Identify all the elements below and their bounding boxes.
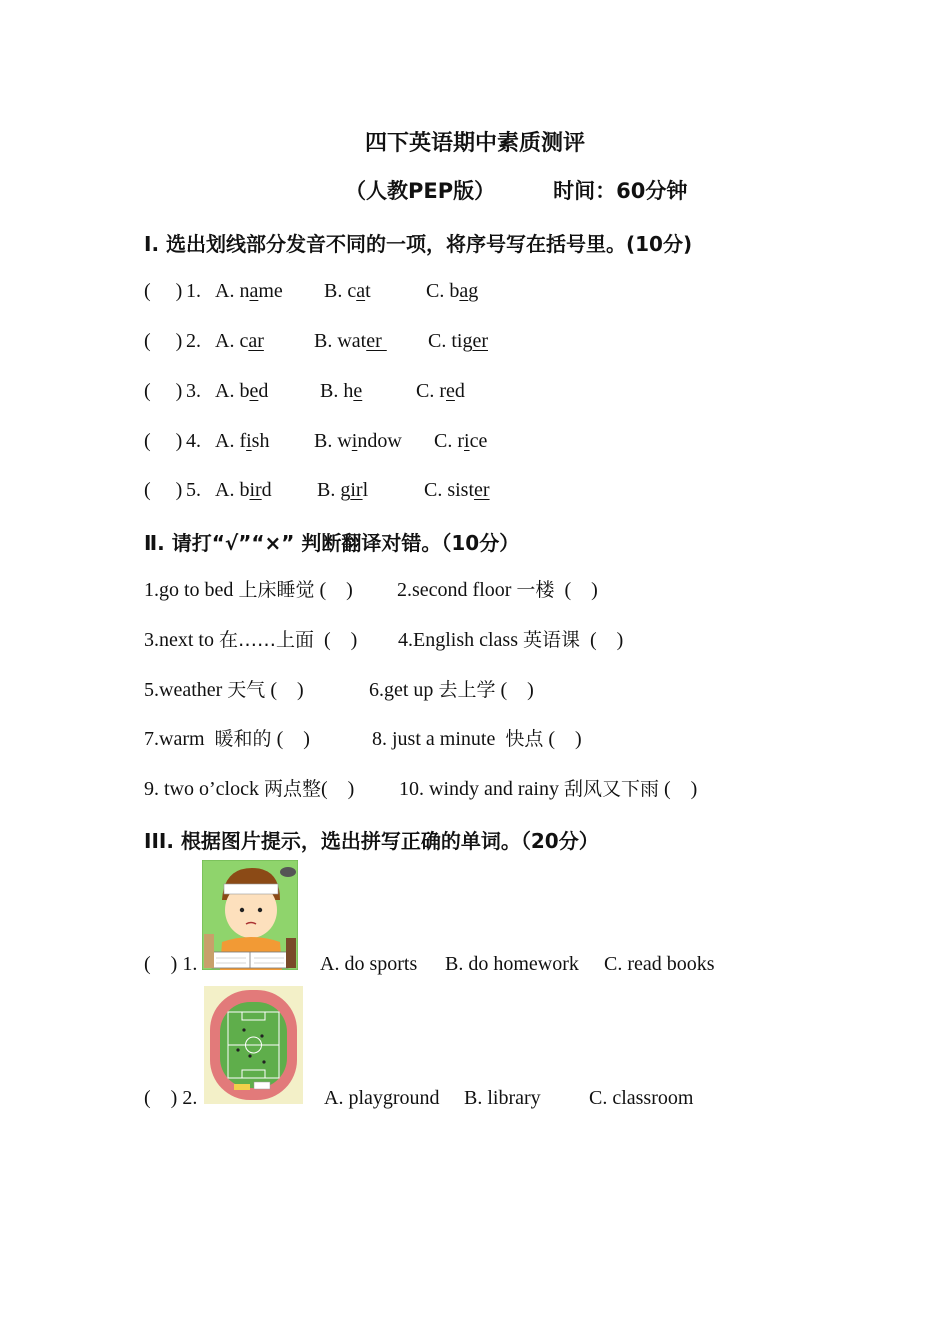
- option-text: A. b: [215, 479, 250, 501]
- english-phrase: 5.weather: [144, 679, 228, 701]
- answer-bracket: ( ): [314, 629, 358, 651]
- option-a: [215, 476, 272, 504]
- underlined-letters: e: [249, 380, 259, 402]
- playground-picture: [204, 986, 303, 1104]
- time-limit: 时间：60分钟: [553, 179, 688, 203]
- underlined-letters: e: [353, 380, 363, 402]
- english-phrase: 7.warm: [144, 728, 215, 750]
- underlined-letters: a: [459, 280, 469, 302]
- option-b: [317, 476, 368, 504]
- question-number: 1.: [186, 280, 201, 302]
- item-prefix: ( ) 2.: [144, 1087, 198, 1109]
- chinese-translation: 去上学: [438, 679, 496, 701]
- chinese-translation: 上床睡觉: [238, 579, 315, 601]
- english-phrase: 6.get up: [369, 679, 439, 701]
- option-c: [426, 277, 478, 305]
- exam-subtitle: [345, 175, 687, 205]
- option-b: [314, 427, 402, 455]
- underlined-letters: e: [446, 380, 455, 402]
- english-phrase: 10. windy and rainy: [399, 778, 564, 800]
- translation-item: [398, 626, 623, 654]
- underlined-letters: er: [474, 479, 490, 501]
- option-text: d: [261, 479, 272, 501]
- option-b: [314, 327, 387, 355]
- english-phrase: 2.second floor: [397, 579, 517, 601]
- translation-item: [144, 576, 353, 604]
- answer-bracket: ( ): [554, 579, 598, 601]
- underlined-letters: i: [464, 430, 470, 452]
- option-text: C. sist: [424, 479, 475, 501]
- section-3-item-2: [144, 1084, 694, 1112]
- section-1-heading: I. 选出划线部分发音不同的一项，将序号写在括号里。(10分): [144, 232, 693, 256]
- option-text: C. tig: [428, 330, 473, 352]
- chinese-translation: 在……上面: [219, 629, 315, 651]
- chinese-translation: 暖和的: [214, 728, 272, 750]
- chinese-translation: 两点整: [263, 778, 321, 800]
- option-text: d: [454, 380, 465, 402]
- answer-bracket: ( ): [659, 778, 698, 800]
- option-a: A. do sports: [320, 953, 418, 975]
- playground-illustration: [204, 986, 303, 1104]
- option-c: [428, 327, 488, 355]
- underlined-letters: ir: [249, 479, 262, 501]
- translation-item: [144, 775, 354, 803]
- option-text: C. r: [434, 430, 464, 452]
- answer-bracket: ( ): [580, 629, 624, 651]
- chinese-translation: 一楼: [516, 579, 555, 601]
- option-b: [320, 377, 362, 405]
- boy-homework-illustration: [202, 860, 298, 970]
- underlined-letters: er: [472, 330, 488, 352]
- option-text: ce: [469, 430, 488, 452]
- option-text: sh: [251, 430, 270, 452]
- question-number: 2.: [186, 330, 201, 352]
- translation-item: [399, 775, 697, 803]
- translation-item: [397, 576, 598, 604]
- section-3-heading: III. 根据图片提示，选出拼写正确的单词。（20分）: [144, 829, 599, 853]
- option-b: B. do homework: [445, 953, 579, 975]
- translation-item: [144, 725, 310, 753]
- option-text: g: [468, 280, 479, 302]
- option-text: B. h: [320, 380, 354, 402]
- question-number: 4.: [186, 430, 201, 452]
- answer-bracket: ( ): [265, 679, 304, 701]
- option-c: [424, 476, 490, 504]
- option-text: t: [365, 280, 371, 302]
- chinese-translation: 英语课: [523, 629, 581, 651]
- option-a: [215, 277, 283, 305]
- homework-picture: [202, 860, 298, 970]
- option-text: C. r: [416, 380, 446, 402]
- edition-label: （人教PEP版）: [345, 179, 496, 203]
- chinese-translation: 刮风又下雨: [563, 778, 659, 800]
- option-c: C. read books: [604, 953, 715, 975]
- translation-item: [144, 676, 304, 704]
- english-phrase: 4.English class: [398, 629, 523, 651]
- option-text: B. g: [317, 479, 351, 501]
- item-prefix: ( ) 1.: [144, 953, 198, 975]
- option-text: me: [258, 280, 283, 302]
- chinese-translation: 快点: [505, 728, 544, 750]
- option-text: B. c: [324, 280, 357, 302]
- translation-item: [372, 725, 582, 753]
- answer-bracket: ( ): [144, 430, 183, 452]
- option-c: C. classroom: [589, 1087, 694, 1109]
- answer-bracket: ( ): [314, 579, 353, 601]
- answer-bracket: ( ): [271, 728, 310, 750]
- answer-bracket: ( ): [144, 330, 183, 352]
- option-text: C. b: [426, 280, 460, 302]
- page-title: 四下英语期中素质测评: [364, 131, 585, 156]
- answer-bracket: ( ): [321, 778, 355, 800]
- option-text: d: [258, 380, 269, 402]
- option-c: [416, 377, 465, 405]
- answer-bracket: ( ): [495, 679, 534, 701]
- answer-bracket: ( ): [144, 380, 183, 402]
- english-phrase: 3.next to: [144, 629, 219, 651]
- option-text: A. c: [215, 330, 249, 352]
- question-number: 5.: [186, 479, 201, 501]
- option-text: A. b: [215, 380, 250, 402]
- option-a: [215, 377, 268, 405]
- translation-item: [369, 676, 534, 704]
- option-c: [434, 427, 487, 455]
- underlined-letters: ir: [350, 479, 363, 501]
- underlined-letters: er: [366, 330, 387, 352]
- option-a: [215, 327, 264, 355]
- option-text: B. w: [314, 430, 352, 452]
- option-b: B. library: [464, 1087, 541, 1109]
- option-b: [324, 277, 371, 305]
- english-phrase: 8. just a minute: [372, 728, 506, 750]
- underlined-letters: a: [356, 280, 366, 302]
- question-number: 3.: [186, 380, 201, 402]
- option-text: B. wat: [314, 330, 367, 352]
- section-3-item-1: [144, 950, 715, 978]
- underlined-letters: i: [351, 430, 358, 452]
- answer-bracket: ( ): [144, 479, 183, 501]
- section-2-heading: Ⅱ. 请打“√”“×” 判断翻译对错。（10分）: [144, 531, 520, 555]
- answer-bracket: ( ): [144, 280, 183, 302]
- option-text: l: [362, 479, 369, 501]
- english-phrase: 9. two o’clock: [144, 778, 264, 800]
- underlined-letters: ar: [248, 330, 264, 352]
- option-a: A. playground: [324, 1087, 440, 1109]
- english-phrase: 1.go to bed: [144, 579, 239, 601]
- option-text: A. n: [215, 280, 250, 302]
- underlined-letters: i: [246, 430, 252, 452]
- translation-item: [144, 626, 357, 654]
- underlined-letters: a: [249, 280, 259, 302]
- answer-bracket: ( ): [543, 728, 582, 750]
- chinese-translation: 天气: [227, 679, 266, 701]
- option-text: A. f: [215, 430, 247, 452]
- option-a: [215, 427, 269, 455]
- option-text: ndow: [357, 430, 402, 452]
